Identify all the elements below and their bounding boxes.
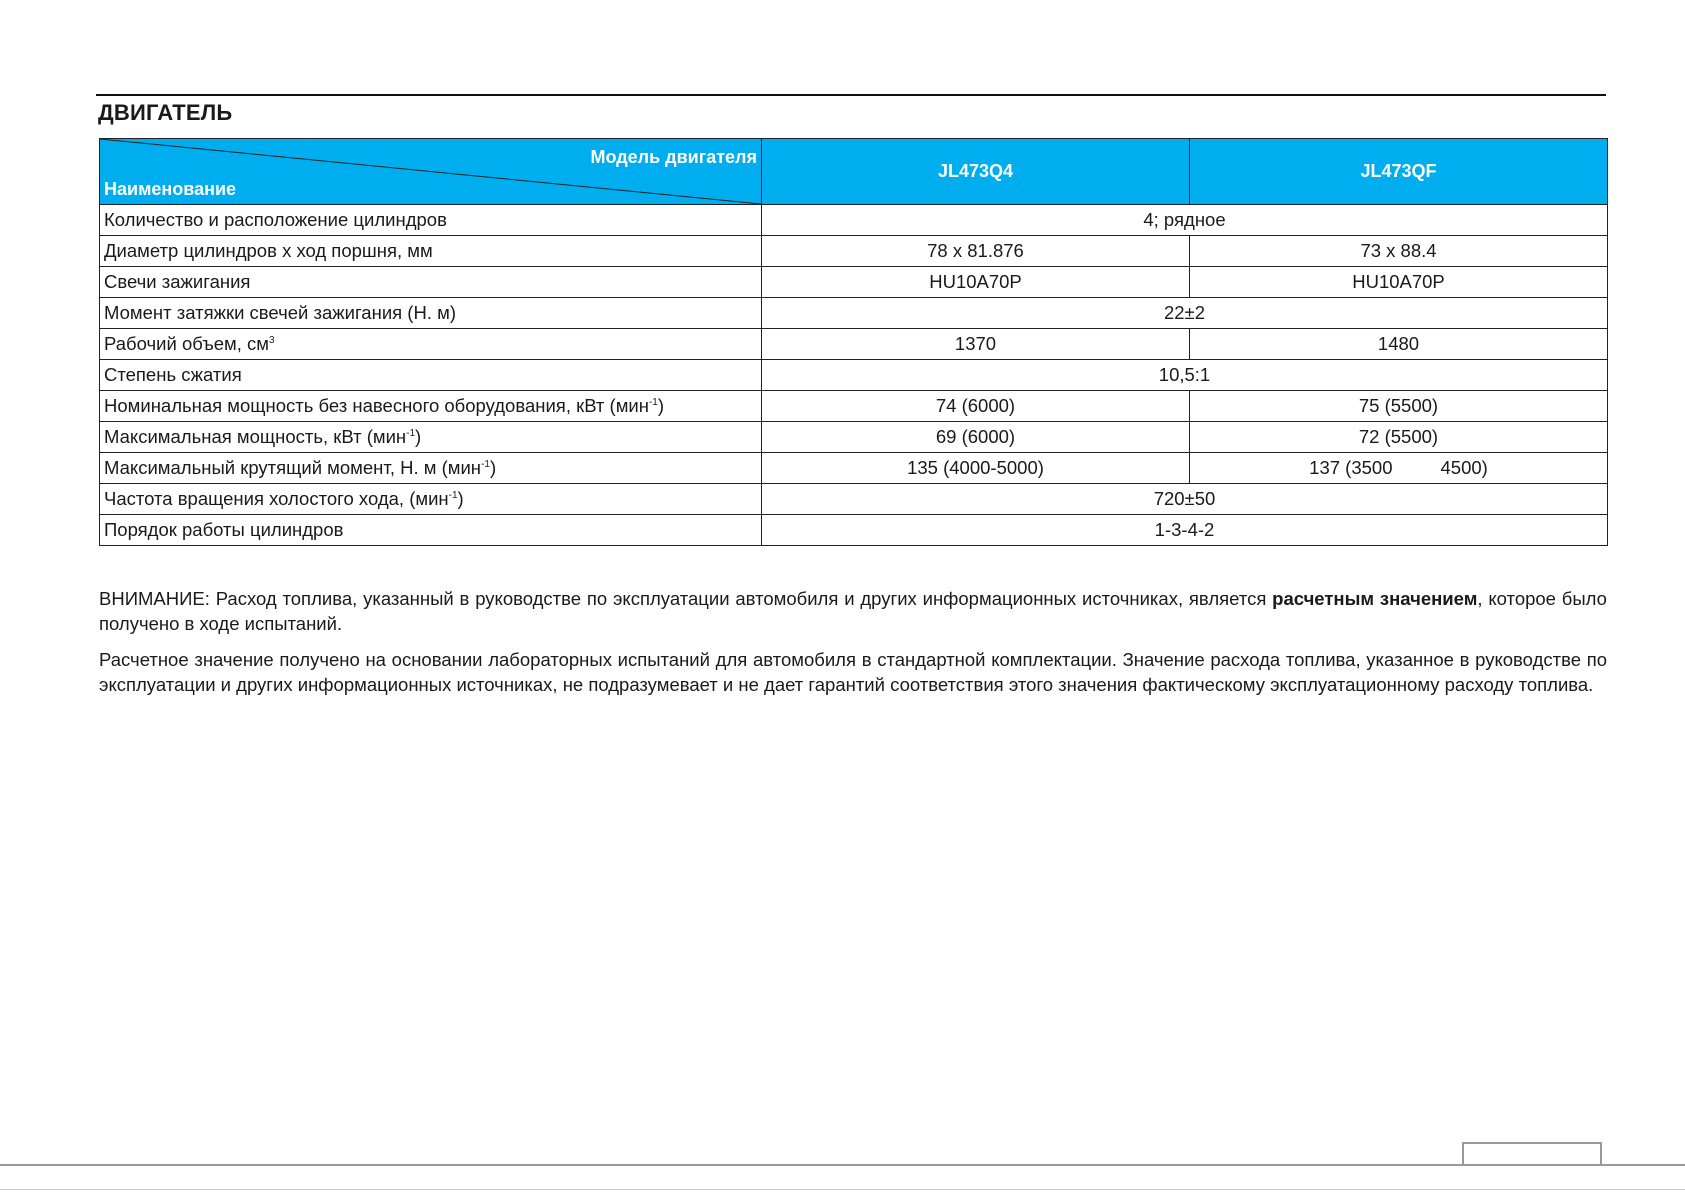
table-row xyxy=(100,267,1608,298)
row-label-suffix: ) xyxy=(415,426,422,447)
row-label: Диаметр цилиндров x ход поршня, мм xyxy=(100,236,762,267)
row-value-jl473q4: 135 (4000-5000) xyxy=(762,453,1190,484)
row-label xyxy=(100,453,762,484)
row-value-jl473q4: 1370 xyxy=(762,329,1190,360)
row-value-jl473qf: HU10A70P xyxy=(1190,267,1608,298)
row-value: 22±2 xyxy=(762,298,1608,329)
table-row xyxy=(100,422,1608,453)
notes-section xyxy=(99,586,1607,708)
row-label: Момент затяжки свечей зажигания (Н. м) xyxy=(100,298,762,329)
row-label-superscript: -1 xyxy=(648,397,658,408)
row-value-jl473qf: 75 (5500) xyxy=(1190,391,1608,422)
row-label-text: Частота вращения холостого хода, (мин xyxy=(104,488,449,509)
table-row xyxy=(100,391,1608,422)
row-value-part: 4500) xyxy=(1440,457,1488,478)
row-value: 720±50 xyxy=(762,484,1608,515)
row-label-superscript: -1 xyxy=(448,490,458,501)
row-label-superscript: -1 xyxy=(481,459,490,470)
row-value-jl473qf: 1480 xyxy=(1190,329,1608,360)
row-label: Порядок работы цилиндров xyxy=(100,515,762,546)
row-value-jl473q4: 74 (6000) xyxy=(762,391,1190,422)
warning-text-bold: расчетным значением xyxy=(1272,588,1478,609)
warning-paragraph xyxy=(99,586,1607,636)
table-row xyxy=(100,205,1608,236)
row-label-suffix: ) xyxy=(489,457,497,478)
column-header-jl473q4: JL473Q4 xyxy=(762,139,1190,205)
page-number-tab xyxy=(1462,1142,1602,1166)
table-row xyxy=(100,453,1608,484)
row-value-jl473q4: HU10A70P xyxy=(762,267,1190,298)
explanation-paragraph: Расчетное значение получено на основании лабораторных испытаний для автомобиля в стандартной комплектации. Значение расхода топлива, указанное в руководстве по эксплуатации и других информационных источниках, не подразумевает и не дает гарантий соответствия этого значения фактическому эксплуатационному расходу топлива. xyxy=(99,649,1607,695)
row-label-text: Максимальный крутящий момент, Н. м (мин xyxy=(104,457,482,478)
row-label-text: Номинальная мощность без навесного оборудования, кВт (мин xyxy=(104,395,649,416)
row-label-text: Рабочий объем, см xyxy=(104,333,270,354)
row-label xyxy=(100,329,762,360)
warning-text-start: ВНИМАНИЕ: Расход топлива, указанный в руководстве по эксплуатации автомобиля и других информационных источниках, является xyxy=(99,588,1273,609)
row-label-superscript: 3 xyxy=(269,335,275,346)
row-value-jl473qf: 72 (5500) xyxy=(1190,422,1608,453)
engine-spec-table xyxy=(99,138,1608,546)
table-row xyxy=(100,298,1608,329)
row-label: Степень сжатия xyxy=(100,360,762,391)
table-header-row xyxy=(100,139,1608,205)
top-rule xyxy=(96,94,1606,96)
bottom-edge-rule xyxy=(0,1189,1685,1190)
row-label-text: Максимальная мощность, кВт (мин xyxy=(104,426,407,447)
row-value-jl473qf xyxy=(1190,453,1608,484)
row-label: Количество и расположение цилиндров xyxy=(100,205,762,236)
row-label-suffix: ) xyxy=(657,395,665,416)
engine-model-label: Модель двигателя xyxy=(590,147,757,167)
row-value: 4; рядное xyxy=(762,205,1608,236)
row-value-jl473q4: 69 (6000) xyxy=(762,422,1190,453)
section-title: ДВИГАТЕЛЬ xyxy=(98,100,233,125)
corner-header-cell xyxy=(100,139,762,205)
row-value-part: 137 (3500 xyxy=(1309,457,1393,478)
row-label: Свечи зажигания xyxy=(100,267,762,298)
row-label-suffix: ) xyxy=(457,488,464,509)
warning-text-end: , которое было получено в ходе испытаний. xyxy=(99,588,1607,634)
footer-rule xyxy=(0,1164,1685,1166)
parameter-name-label: Наименование xyxy=(104,179,237,199)
table-row xyxy=(100,236,1608,267)
row-label xyxy=(100,391,762,422)
row-label xyxy=(100,422,762,453)
row-value-jl473q4: 78 x 81.876 xyxy=(762,236,1190,267)
row-value-jl473qf: 73 x 88.4 xyxy=(1190,236,1608,267)
column-header-jl473qf: JL473QF xyxy=(1190,139,1608,205)
row-label xyxy=(100,484,762,515)
row-label-superscript: -1 xyxy=(406,428,416,439)
table-row xyxy=(100,515,1608,546)
table-row xyxy=(100,484,1608,515)
table-row xyxy=(100,360,1608,391)
table-row xyxy=(100,329,1608,360)
row-value: 10,5:1 xyxy=(762,360,1608,391)
row-value: 1-3-4-2 xyxy=(762,515,1608,546)
